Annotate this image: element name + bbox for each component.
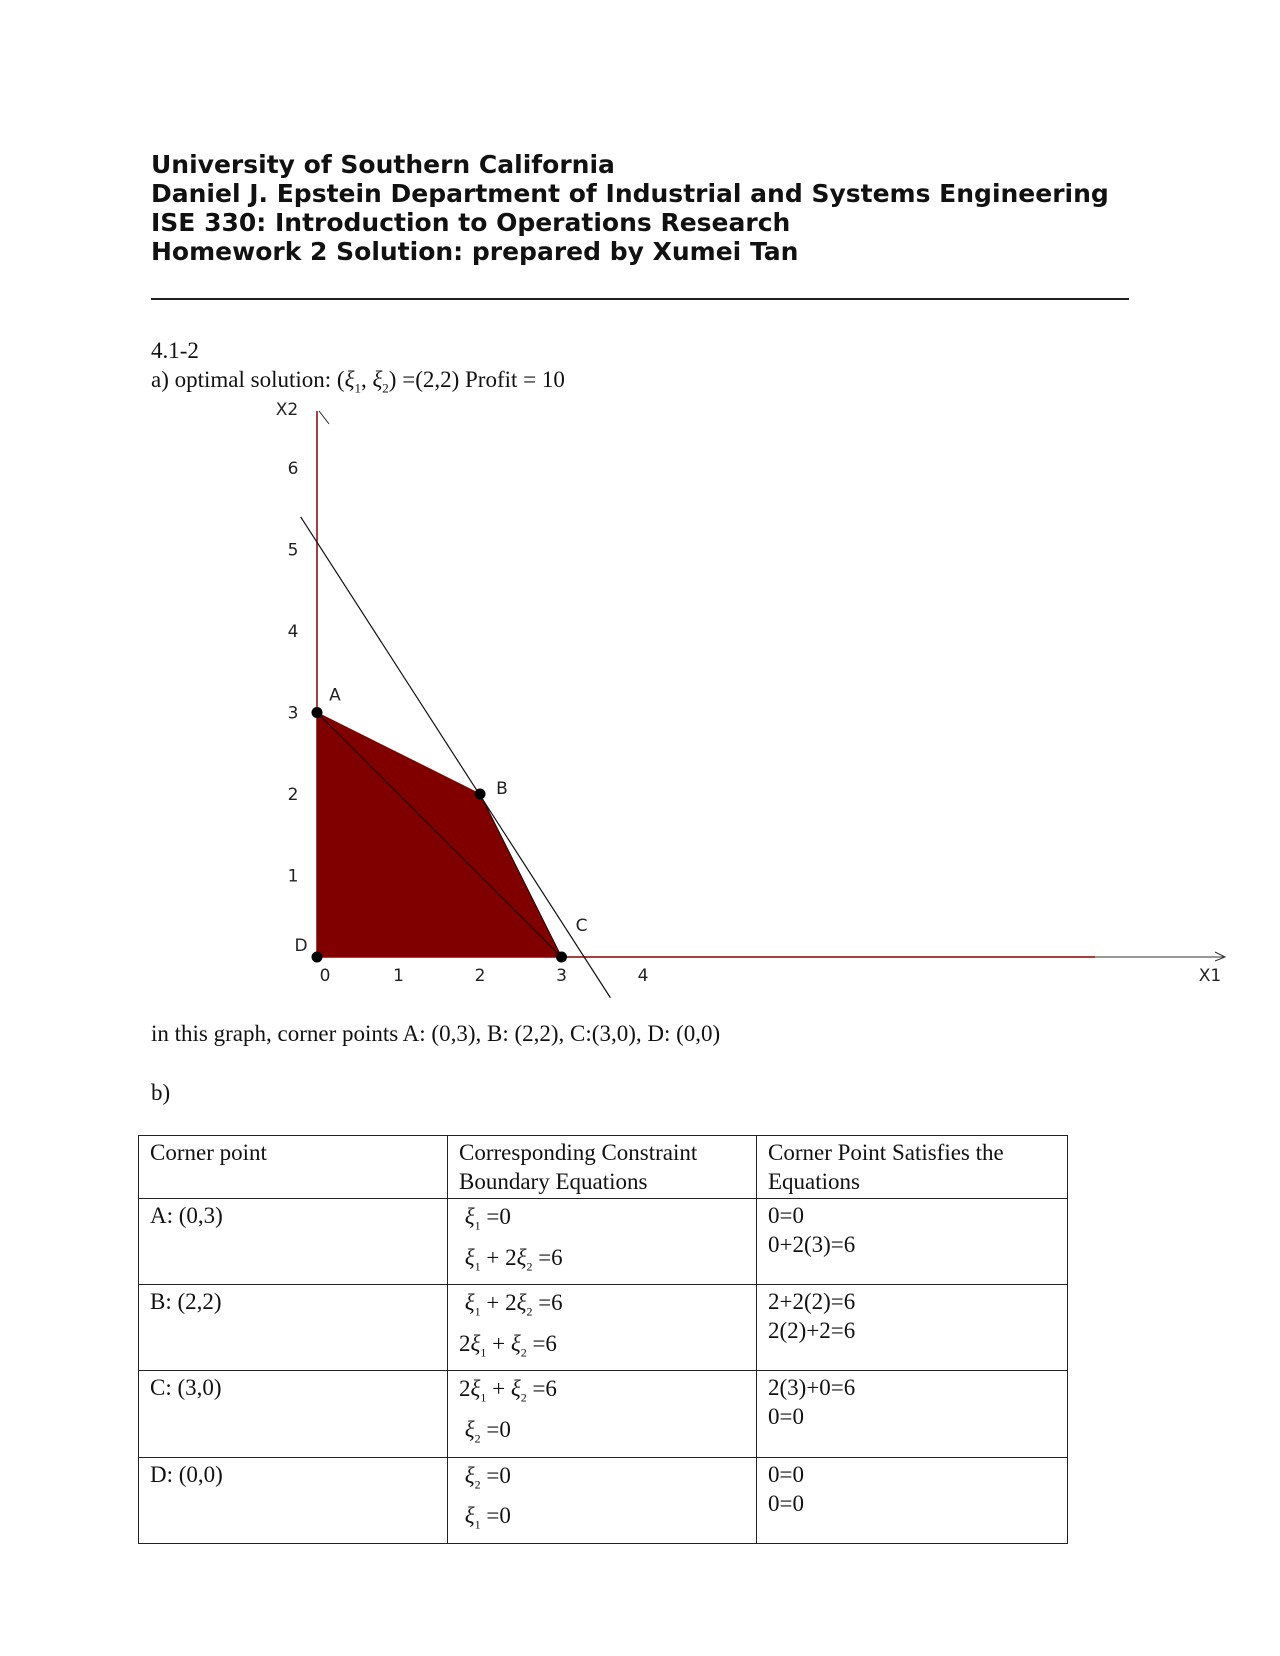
equation: $\xi_1 + 2\xi_2 =6$ xyxy=(464,1290,563,1319)
table-row xyxy=(139,1199,1068,1285)
table-header-cell: Corner point xyxy=(139,1136,448,1199)
equations-cell xyxy=(448,1371,757,1457)
x-tick-label: 3 xyxy=(556,966,567,986)
check-value: 2(2)+2=6 xyxy=(768,1318,856,1344)
equations-cell xyxy=(448,1457,757,1543)
corner-point-cell: D: (0,0) xyxy=(139,1457,448,1543)
solution-vector: ($\xi_1$, $\xi_2$) xyxy=(336,367,403,396)
equations-cell xyxy=(448,1285,757,1371)
y-tick-label: 3 xyxy=(287,703,299,724)
corner-point-label: B xyxy=(496,779,508,799)
optimal-solution-prefix: a) optimal solution: xyxy=(151,367,337,392)
optimal-solution-line xyxy=(151,367,565,397)
solution-value: =(2,2) xyxy=(402,367,460,392)
table-header-cell: Corner Point Satisfies the Equations xyxy=(757,1136,1068,1199)
x-axis-label: X1 xyxy=(1198,966,1222,986)
corner-point-marker xyxy=(556,952,567,963)
y-tick-label: 6 xyxy=(287,459,299,479)
check-value: 0=0 xyxy=(768,1203,804,1228)
equation: $\xi_1 + 2\xi_2 =6$ xyxy=(464,1244,563,1274)
course-title: ISE 330: Introduction to Operations Research xyxy=(151,208,791,237)
table-row xyxy=(139,1371,1068,1457)
check-value: 0=0 xyxy=(768,1490,804,1516)
y-tick-label: 4 xyxy=(287,622,299,642)
problem-number: 4.1-2 xyxy=(151,338,199,363)
check-cell xyxy=(757,1371,1068,1457)
equations-cell xyxy=(448,1199,757,1285)
corner-point-marker xyxy=(475,789,486,800)
x2-axis-arrow xyxy=(319,411,329,424)
check-value: 2(3)+0=6 xyxy=(768,1375,856,1401)
document-header xyxy=(151,150,1109,266)
university-name: University of Southern California xyxy=(151,150,615,179)
equation: $\xi_2 =0$ xyxy=(464,1462,511,1492)
corner-point-marker xyxy=(312,952,323,963)
table-header-cell: Corresponding Constraint Boundary Equations xyxy=(448,1136,757,1199)
corner-point-cell: B: (2,2) xyxy=(139,1285,448,1371)
table-header-row xyxy=(139,1136,1068,1199)
check-value: 0+2(3)=6 xyxy=(768,1232,856,1257)
equation: $\xi_2 =0$ xyxy=(464,1416,511,1446)
x-tick-label: 1 xyxy=(393,966,404,986)
check-cell xyxy=(757,1457,1068,1543)
corner-point-cell: A: (0,3) xyxy=(139,1199,448,1285)
feasible-region-graph xyxy=(270,399,1222,1010)
y-tick-label: 2 xyxy=(287,785,299,805)
corner-point-cell: C: (3,0) xyxy=(139,1371,448,1457)
table-row xyxy=(139,1285,1068,1371)
part-b-label: b) xyxy=(151,1080,171,1105)
x-tick-label: 2 xyxy=(474,966,486,986)
equation: $2\xi_1 + \xi_2 =6$ xyxy=(459,1330,557,1360)
corner-point-marker xyxy=(312,707,323,718)
corner-point-label: D xyxy=(294,936,308,956)
x-tick-label: 0 xyxy=(319,966,331,986)
profit-value: Profit = 10 xyxy=(465,367,565,392)
check-value: 2+2(2)=6 xyxy=(768,1289,856,1315)
check-value: 0=0 xyxy=(768,1461,804,1487)
check-cell xyxy=(757,1199,1068,1285)
y-axis-label: X2 xyxy=(275,399,299,420)
equation: $2\xi_1 + \xi_2 =6$ xyxy=(459,1376,557,1405)
check-cell xyxy=(757,1285,1068,1371)
corner-point-label: A xyxy=(329,685,341,706)
table-row xyxy=(139,1457,1068,1543)
corner-point-table xyxy=(138,1135,1068,1544)
y-tick-label: 5 xyxy=(287,540,299,561)
x-tick-label: 4 xyxy=(637,966,649,986)
header-divider xyxy=(151,298,1129,300)
corner-points-caption: in this graph, corner points A: (0,3), B: (2,2), C:(3,0), D: (0,0) xyxy=(151,1021,721,1046)
equation: $\xi_1 =0$ xyxy=(464,1204,511,1233)
y-tick-label: 1 xyxy=(287,866,299,887)
corner-point-label: C xyxy=(575,916,588,936)
homework-title: Homework 2 Solution: prepared by Xumei Tan xyxy=(151,237,799,266)
check-value: 0=0 xyxy=(768,1404,804,1430)
equation: $\xi_1 =0$ xyxy=(464,1503,511,1532)
department-name: Daniel J. Epstein Department of Industrial and Systems Engineering xyxy=(151,179,1109,208)
